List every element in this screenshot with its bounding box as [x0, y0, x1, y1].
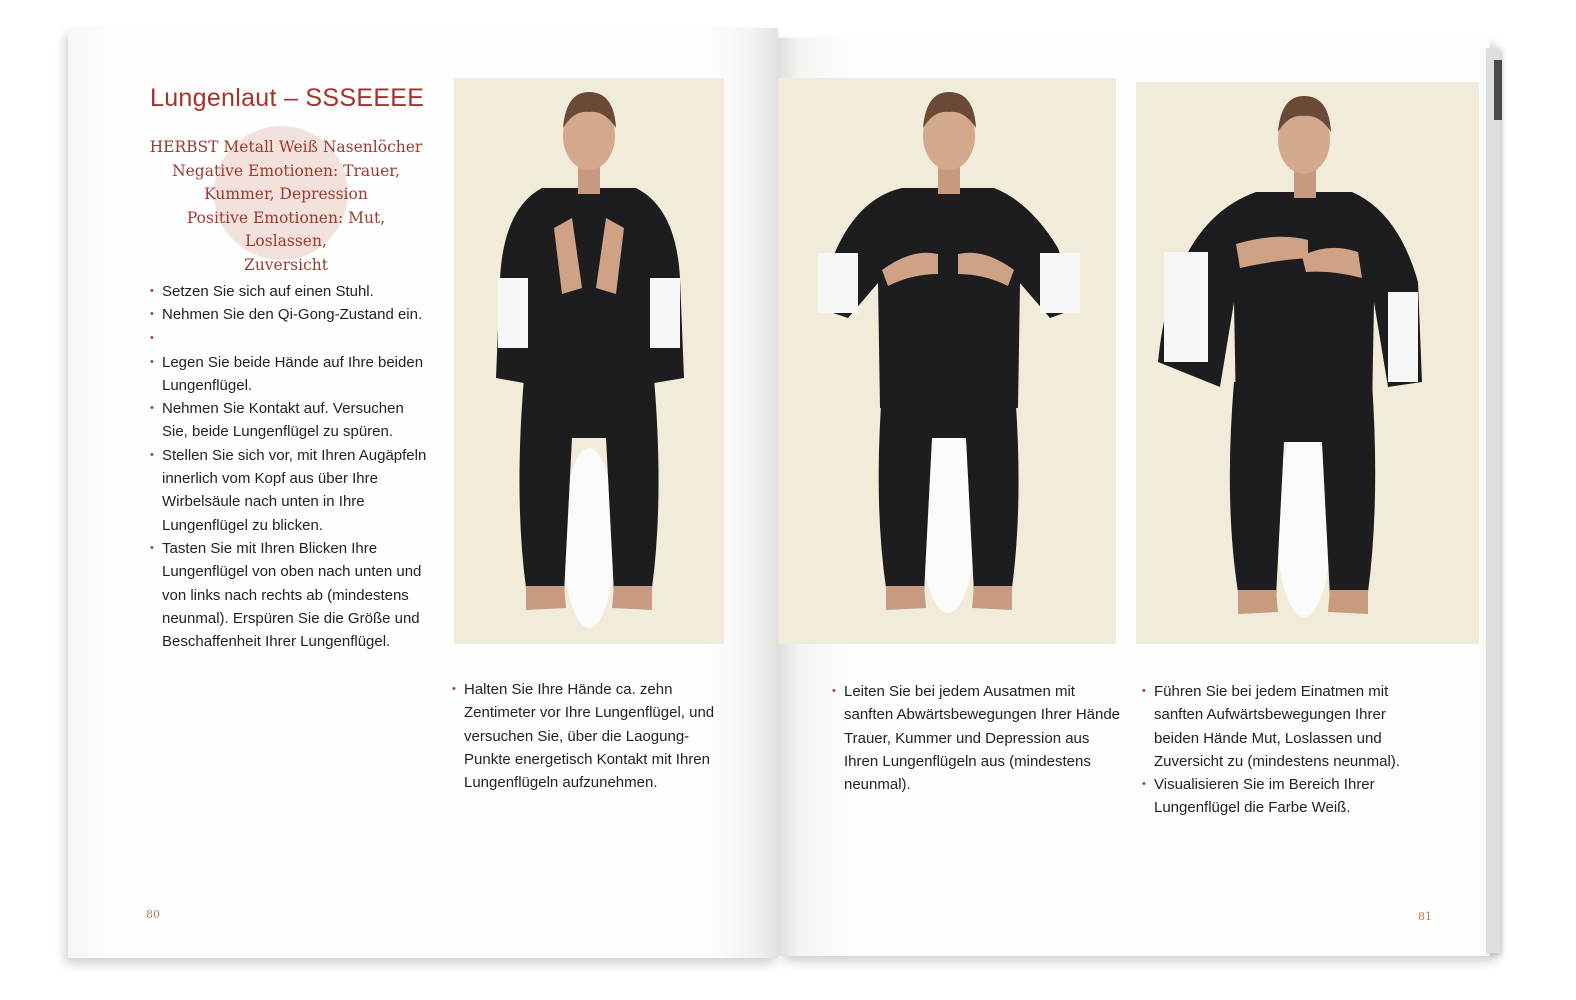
list-item: • Stellen Sie sich vor, mit Ihren Augäpfeln innerlich vom Kopf aus über Ihre Wirbelsäule nach unten in Ihre Lungenflügel zu blicken.: [150, 444, 430, 537]
page-title: Lungenlaut – SSSEEEE: [150, 84, 425, 112]
element-line: Negative Emotionen: Trauer,: [172, 161, 400, 180]
page-number-right: 81: [1418, 910, 1432, 923]
page-number-left: 80: [146, 908, 160, 921]
element-line: Positive Emotionen: Mut, Loslassen,: [186, 208, 386, 250]
person-illustration: [778, 78, 1116, 644]
list-item: • Leiten Sie bei jedem Ausatmen mit sanften Abwärtsbewegungen Ihrer Hände Trauer, Kummer und Depression aus Ihren Lungenflügeln aus (mindestens neunmal).: [832, 680, 1122, 796]
person-illustration: [1136, 82, 1479, 644]
page-edge-stack: [1486, 48, 1500, 953]
caption-pose-2: [832, 680, 1122, 796]
list-item: • Visualisieren Sie im Bereich Ihrer Lungenflügel die Farbe Weiß.: [1142, 773, 1427, 820]
list-item: • Setzen Sie sich auf einen Stuhl.: [150, 280, 425, 303]
list-item: • Führen Sie bei jedem Einatmen mit sanften Aufwärtsbewegungen Ihrer beiden Hände Mut, Loslassen und Zuversicht zu (mindestens neunmal).: [1142, 680, 1427, 773]
list-item: • Legen Sie beide Hände auf Ihre beiden Lungenflügel.: [150, 351, 430, 398]
element-correspondences: [146, 136, 426, 277]
list-item: • Tasten Sie mit Ihren Blicken Ihre Lungenflügel von oben nach unten und von links nach rechts ab (mindestens neunmal). Erspüren Sie die Größe und Beschaffenheit Ihrer Lungenflügel.: [150, 537, 426, 653]
caption-pose-1: [452, 678, 722, 794]
element-line: HERBST Metall Weiß Nasenlöcher: [149, 138, 423, 156]
photo-pose-1: [454, 78, 724, 644]
list-item: • Halten Sie Ihre Hände ca. zehn Zentimeter vor Ihre Lungenflügel, und versuchen Sie, über die Laogung-Punkte energetisch Kontakt mit Ihren Lungenflügeln aufzunehmen.: [452, 678, 722, 794]
person-illustration: [454, 78, 724, 644]
photo-pose-3: [1136, 82, 1479, 644]
list-spacer: [150, 327, 425, 351]
element-line: Zuversicht: [244, 255, 328, 274]
photo-pose-2: [778, 78, 1116, 644]
cover-edge: [1494, 60, 1502, 120]
element-line: Kummer, Depression: [204, 185, 368, 203]
list-item: • Nehmen Sie den Qi-Gong-Zustand ein.: [150, 303, 425, 326]
instruction-list: [150, 280, 425, 653]
caption-pose-3: [1142, 680, 1427, 820]
list-item: • Nehmen Sie Kontakt auf. Versuchen Sie, beide Lungenflügel zu spüren.: [150, 397, 425, 444]
